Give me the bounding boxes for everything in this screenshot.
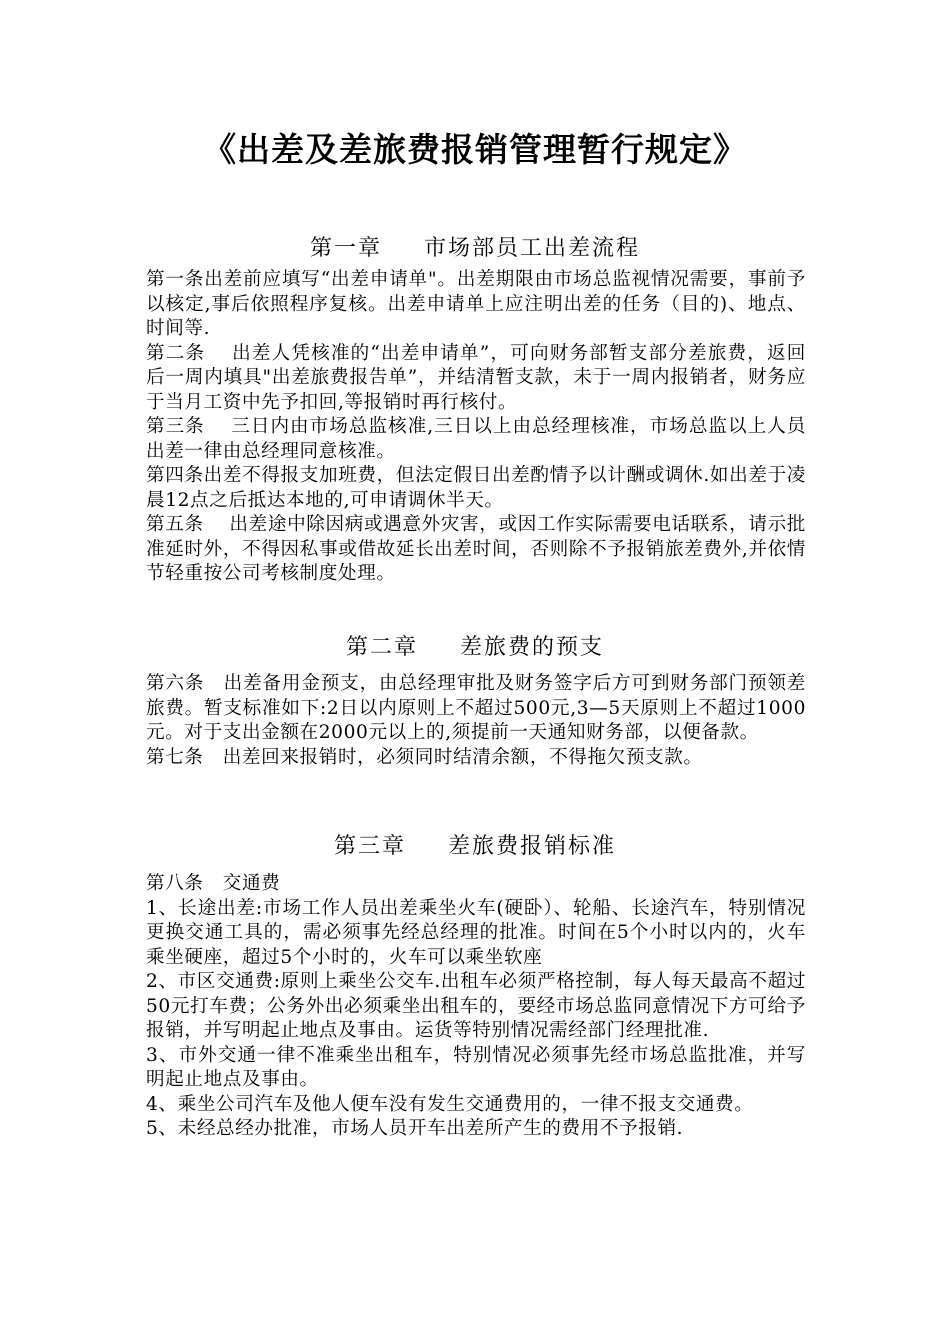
chapter-1-number: 第一章	[309, 236, 382, 261]
chapter-2-body	[146, 672, 806, 770]
list-item: 5、未经总经办批准，市场人员开车出差所产生的费用不予报销.	[146, 1118, 684, 1139]
document-title: 《出差及差旅费报销管理暂行规定》	[203, 130, 747, 169]
article-5: 第五条 出差途中除因病或遇意外灾害，或因工作实际需要电话联系，请示批准延时外，不得因私事或借故延长出差时间，否则除不予报销旅差费外,并依情节轻重按公司考核制度处理。	[146, 514, 806, 584]
chapter-3-number: 第三章	[333, 834, 406, 859]
list-item: 2、市区交通费:原则上乘坐公交车.出租车必须严格控制，每人每天最高不超过50元打车费；公务外出必须乘坐出租车的，要经市场总监同意情况下方可给予报销，并写明起止地点及事由。运货等特别情况需经部门经理批准.	[146, 971, 806, 1041]
chapter-2-number: 第二章	[345, 635, 418, 660]
list-item: 3、市外交通一律不准乘坐出租车，特别情况必须事先经市场总监批准，并写明起止地点及事由。	[146, 1044, 806, 1090]
article-2: 第二条 出差人凭核准的“出差申请单”，可向财务部暂支部分差旅费，返回后一周内填具"出差旅费报告单”，并结清暂支款，未于一周内报销者，财务应于当月工资中先予扣回,等报销时再行核付。	[146, 342, 806, 413]
chapter-2-name: 差旅费的预支	[460, 635, 605, 660]
article-7: 第七条 出差回来报销时，必须同时结清余额，不得拖欠预支款。	[146, 746, 703, 768]
chapter-1-name: 市场部员工出差流程	[424, 236, 641, 261]
article-6: 第六条 出差备用金预支，由总经理审批及财务签字后方可到财务部门预领差旅费。暂支标准如下:2日以内原则上不超过500元,3—5天原则上不超过1000元。对于支出金额在2000元以上的,须提前一天通知财务部，以便备款。	[146, 673, 806, 743]
article-4: 第四条出差不得报支加班费，但法定假日出差酌情予以计酬或调休.如出差于凌晨12点之后抵达本地的,可申请调休半天。	[146, 465, 806, 511]
chapter-1-body	[146, 268, 806, 587]
chapter-3-name: 差旅费报销标准	[448, 834, 617, 859]
chapter-1-heading	[0, 234, 950, 264]
chapter-3-body	[146, 872, 806, 1142]
article-8-heading: 第八条 交通费	[146, 873, 281, 894]
list-item: 4、乘坐公司汽车及他人便车没有发生交通费用的，一律不报支交通费。	[146, 1093, 754, 1115]
article-3: 第三条 三日内由市场总监核准,三日以上由总经理核准，市场总监以上人员出差一律由总经理同意核准。	[146, 416, 806, 462]
article-1: 第一条出差前应填写“出差申请单"。出差期限由市场总监视情况需要，事前予以核定,事后依照程序复核。出差申请单上应注明出差的任务（目的)、地点、时间等.	[146, 269, 806, 339]
chapter-2-heading	[0, 633, 950, 663]
chapter-3-heading	[0, 832, 950, 862]
list-item: 1、长途出差:市场工作人员出差乘坐火车(硬卧）、轮船、长途汽车，特别情况更换交通工具的，需必须事先经总经理的批准。时间在5个小时以内的，火车乘坐硬座，超过5个小时的，火车可以乘坐软座	[146, 897, 806, 968]
